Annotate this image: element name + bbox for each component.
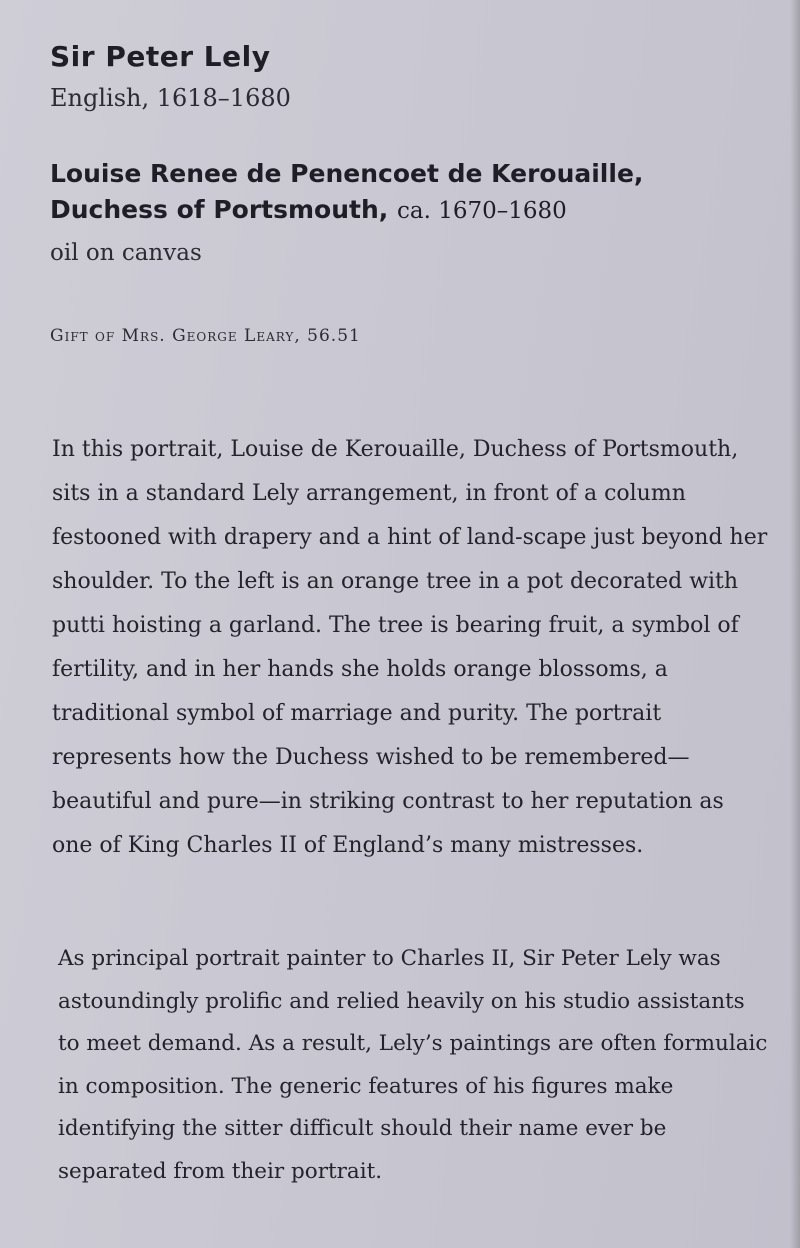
artwork-title: Louise Renee de Penencoet de Kerouaille, Duchess of Portsmouth,	[50, 159, 644, 224]
artist-name: Sir Peter Lely	[50, 40, 271, 73]
credit-line: Gift of Mrs. George Leary, 56.51	[50, 326, 361, 346]
description-paragraph-2: As principal portrait painter to Charles II, Sir Peter Lely was astoundingly prolific and relied heavily on his studio assistants to meet demand. As a result, Lely’s paintings are often formulaic in composition. The generic features of his figures make identifying the sitter difficult should their name ever be separated from their portrait.	[58, 946, 768, 1184]
artwork-title-block	[50, 156, 750, 229]
description-paragraph-1: In this portrait, Louise de Kerouaille, Duchess of Portsmouth, sits in a standard Lely arrangement, in front of a column festooned with drapery and a hint of land-scape just beyond her shoulder. To the left is an orange tree in a pot decorated with putti hoisting a garland. The tree is bearing fruit, a symbol of fertility, and in her hands she holds orange blossoms, a traditional symbol of marriage and purity. The portrait represents how the Duchess wished to be remembered—beautiful and pure—in striking contrast to her reputation as one of King Charles II of England’s many mistresses.	[52, 437, 768, 858]
artwork-date: ca. 1670–1680	[397, 198, 567, 224]
artwork-medium: oil on canvas	[50, 240, 202, 266]
artist-nationality-dates: English, 1618–1680	[50, 84, 291, 112]
